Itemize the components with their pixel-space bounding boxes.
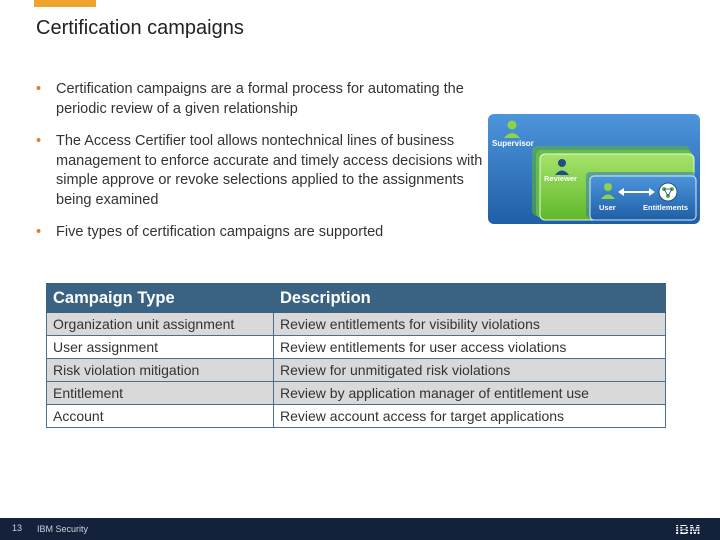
- table-row: [47, 313, 666, 336]
- table-row: [47, 382, 666, 405]
- certification-hierarchy-diagram: [488, 114, 700, 224]
- campaign-type-cell: Risk violation mitigation: [47, 359, 274, 382]
- bullet-text: Certification campaigns are a formal process for automating the periodic review of a given relationship: [56, 81, 464, 117]
- title-accent-bar: [34, 0, 96, 7]
- description-cell: Review account access for target applications: [274, 405, 666, 428]
- campaign-types-table: [46, 283, 666, 428]
- ibm-logo-icon: [672, 522, 704, 536]
- footer-bar: [0, 518, 720, 540]
- bullet-item: [36, 80, 486, 119]
- user-label: User: [599, 203, 616, 212]
- table-row: [47, 405, 666, 428]
- bullet-text: The Access Certifier tool allows nontechnical lines of business management to enforce accurate and timely access decisions with simple approve or revoke selections applied to the assignments being examined: [56, 133, 483, 208]
- footer-label: IBM Security: [37, 524, 89, 534]
- ibm-logo-text: IBM: [675, 522, 701, 536]
- bullet-item: [36, 223, 486, 243]
- bullet-dot-icon: •: [36, 81, 42, 97]
- description-cell: Review entitlements for user access violations: [274, 336, 666, 359]
- page-number: 13: [12, 523, 23, 533]
- description-cell: Review entitlements for visibility violations: [274, 313, 666, 336]
- bullet-list: [36, 80, 486, 256]
- slide-title: Certification campaigns: [36, 17, 244, 39]
- bullet-text: Five types of certification campaigns are supported: [56, 224, 384, 240]
- column-header-description: Description: [274, 284, 666, 313]
- description-cell: Review by application manager of entitlement use: [274, 382, 666, 405]
- description-cell: Review for unmitigated risk violations: [274, 359, 666, 382]
- campaign-type-cell: Account: [47, 405, 274, 428]
- reviewer-label: Reviewer: [544, 174, 577, 183]
- bullet-dot-icon: •: [36, 224, 42, 240]
- campaign-type-cell: User assignment: [47, 336, 274, 359]
- table-row: [47, 336, 666, 359]
- campaign-type-cell: Entitlement: [47, 382, 274, 405]
- column-header-campaign-type: Campaign Type: [47, 284, 274, 313]
- campaign-type-cell: Organization unit assignment: [47, 313, 274, 336]
- supervisor-label: Supervisor: [492, 139, 534, 148]
- bullet-item: [36, 132, 486, 210]
- table-header-row: [47, 284, 666, 313]
- table-row: [47, 359, 666, 382]
- entitlements-label: Entitlements: [643, 203, 689, 212]
- entitlements-network-icon: [659, 183, 677, 201]
- bullet-dot-icon: •: [36, 133, 42, 149]
